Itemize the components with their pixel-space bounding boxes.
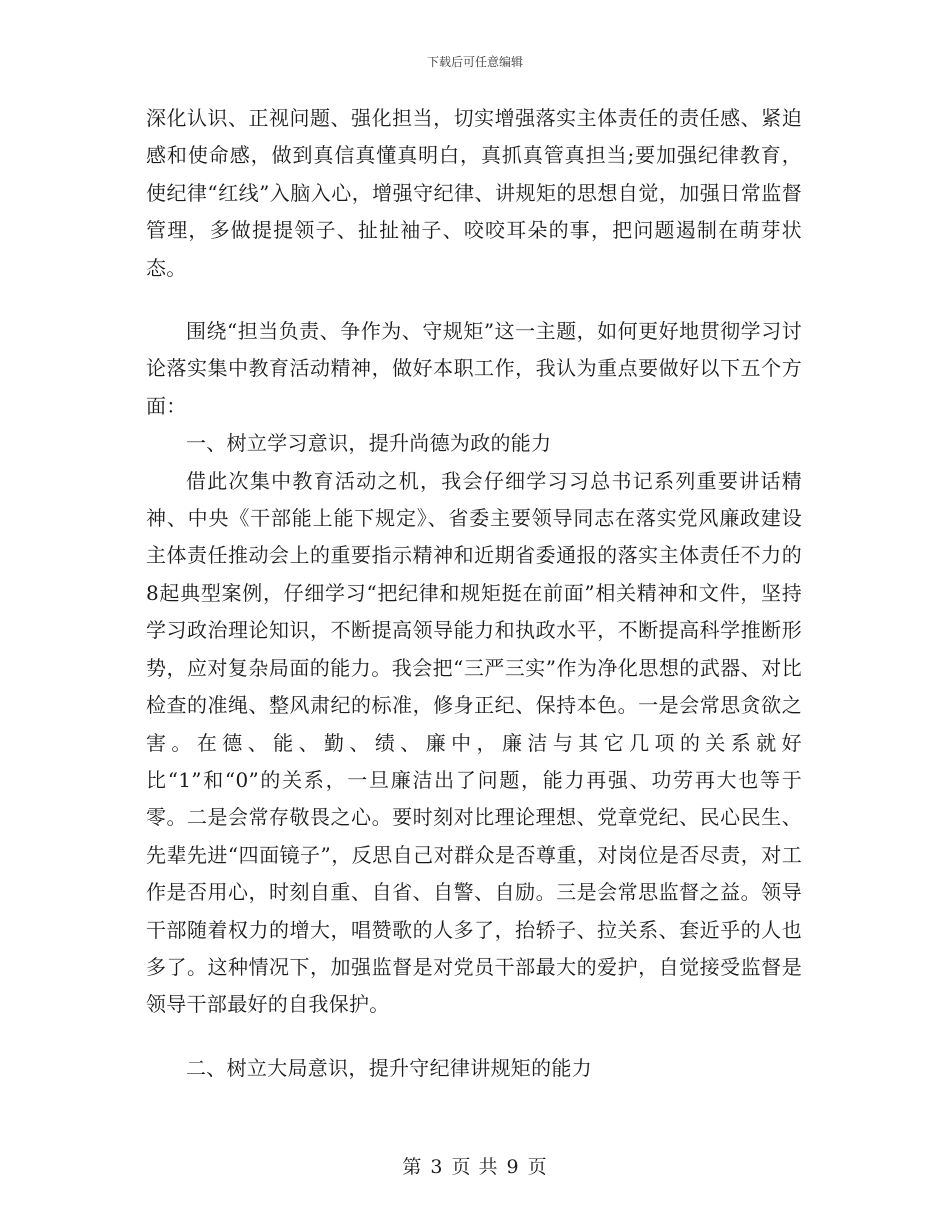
paragraph-intro: 围绕“担当负责、争作为、守规矩”这一主题，如何更好地贯彻学习讨论落实集中教育活动精神，做好本职工作，我认为重点要做好以下五个方面： bbox=[146, 319, 802, 418]
footer-suffix: 页 bbox=[527, 1156, 548, 1178]
footer-current-page: 3 bbox=[430, 1156, 444, 1178]
footer-prefix: 第 bbox=[402, 1156, 423, 1178]
header-note: 下载后可任意编辑 bbox=[426, 55, 523, 69]
section-heading-two: 二、树立大局意识，提升守纪律讲规矩的能力 bbox=[186, 1055, 592, 1080]
paragraph-section-one: 借此次集中教育活动之机，我会仔细学习习总书记系列重要讲话精神、中央《干部能上能下规定》、省委主要领导同志在落实党风廉政建设主体责任推动会上的重要指示精神和近期省委通报的落实主体责任不力的8起典型案例，仔细学习“把纪律和规矩挺在前面”相关精神和文件，坚持学习政治理论知识，不断提高领导能力和执政水平，不断提高科学推断形势，应对复杂局面的能力。我会把“三严三实”作为净化思想的武器、对比检查的准绳、整风肃纪的标准，修身正纪、保持本色。一是会常思贪欲之害。在德、能、勤、绩、廉中，廉洁与其它几项的关系就好比“1”和“0”的关系，一旦廉洁出了问题，能力再强、功劳再大也等于零。二是会常存敬畏之心。要时刻对比理论理想、党章党纪、民心民生、先辈先进“四面镜子”，反思自己对群众是否尊重，对岗位是否尽责，对工作是否用心，时刻自重、自省、自警、自励。三是会常思监督之益。领导干部随着权力的增大，唱赞歌的人多了，抬轿子、拉关系、套近乎的人也多了。这种情况下，加强监督是对党员干部最大的爱护，自觉接受监督是领导干部最好的自我保护。 bbox=[146, 468, 802, 1017]
footer-middle: 页 共 bbox=[451, 1156, 499, 1178]
page-number-footer bbox=[0, 1152, 950, 1179]
section-heading-one: 一、树立学习意识，提升尚德为政的能力 bbox=[186, 431, 552, 456]
paragraph-continuation: 深化认识、正视问题、强化担当，切实增强落实主体责任的责任感、紧迫感和使命感，做到真信真懂真明白，真抓真管真担当;要加强纪律教育，使纪律“红线”入脑入心，增强守纪律、讲规矩的思想自觉，加强日常监督管理，多做提提领子、扯扯袖子、咬咬耳朵的事，把问题遏制在萌芽状态。 bbox=[146, 106, 802, 280]
footer-total-pages: 9 bbox=[506, 1156, 520, 1178]
document-body bbox=[146, 100, 802, 1087]
